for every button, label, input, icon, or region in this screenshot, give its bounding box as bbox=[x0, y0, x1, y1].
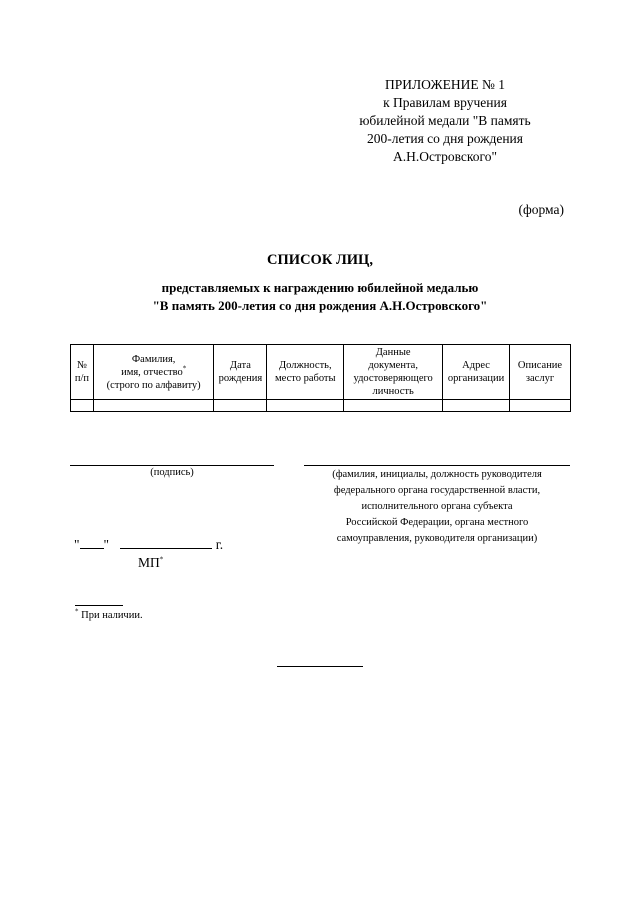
subtitle-line: "В память 200-летия со дня рождения А.Н.Островского" bbox=[152, 298, 488, 313]
appendix-line: А.Н.Островского" bbox=[393, 149, 497, 164]
header-merit: Описание заслуг bbox=[510, 345, 571, 400]
footnote-mark: * bbox=[75, 607, 79, 616]
month-year-blank bbox=[120, 536, 212, 549]
header-birth-date: Дата рождения bbox=[214, 345, 267, 400]
appendix-header bbox=[345, 76, 545, 166]
footnote bbox=[75, 607, 143, 621]
footnote-mark: * bbox=[182, 364, 187, 372]
document-title: СПИСОК ЛИЦ, bbox=[267, 252, 373, 268]
table-row bbox=[71, 400, 571, 412]
table-cell bbox=[214, 400, 267, 412]
footnote-separator bbox=[75, 605, 123, 606]
name-caption: (фамилия, инициалы, должность руководителя федерального органа государственной власти, исполнительного органа субъекта Российской Федерации, органа местного самоуправления, руководителя организации) bbox=[332, 469, 542, 544]
appendix-line: ПРИЛОЖЕНИЕ № 1 bbox=[384, 77, 506, 92]
stamp-label: МП bbox=[138, 555, 160, 570]
table-cell bbox=[344, 400, 443, 412]
header-org-address: Адрес организации bbox=[443, 345, 510, 400]
quote-open: " bbox=[74, 537, 80, 552]
footnote-text: При наличии. bbox=[78, 610, 143, 621]
signature-line bbox=[70, 465, 274, 466]
table-cell bbox=[93, 400, 214, 412]
appendix-line: 200-летия со дня рождения bbox=[367, 131, 523, 146]
table-cell bbox=[510, 400, 571, 412]
document-subtitle bbox=[0, 279, 640, 315]
form-label: (форма) bbox=[518, 202, 564, 217]
header-num: № п/п bbox=[71, 345, 94, 400]
table-cell bbox=[267, 400, 344, 412]
table-cell bbox=[71, 400, 94, 412]
stamp-footnote-mark: * bbox=[159, 555, 164, 564]
header-position: Должность, место работы bbox=[267, 345, 344, 400]
appendix-line: к Правилам вручения bbox=[383, 95, 507, 110]
end-separator bbox=[277, 666, 363, 667]
appendix-line: юбилейной медали "В память bbox=[359, 113, 531, 128]
day-blank bbox=[80, 536, 104, 549]
header-id-document: Данные документа, удостоверяющего личность bbox=[344, 345, 443, 400]
nominees-table bbox=[70, 344, 571, 412]
year-suffix: г. bbox=[215, 537, 224, 552]
subtitle-line: представляемых к награждению юбилейной медалью bbox=[161, 280, 479, 295]
header-fio: Фамилия, имя, отчество* (строго по алфавиту) bbox=[93, 345, 214, 400]
name-line bbox=[304, 465, 570, 466]
table-cell bbox=[443, 400, 510, 412]
signature-caption: (подпись) bbox=[150, 467, 194, 478]
quote-close: " bbox=[103, 537, 110, 552]
stamp-place bbox=[138, 555, 163, 571]
date-field bbox=[74, 536, 223, 553]
table-header-row bbox=[71, 345, 571, 400]
